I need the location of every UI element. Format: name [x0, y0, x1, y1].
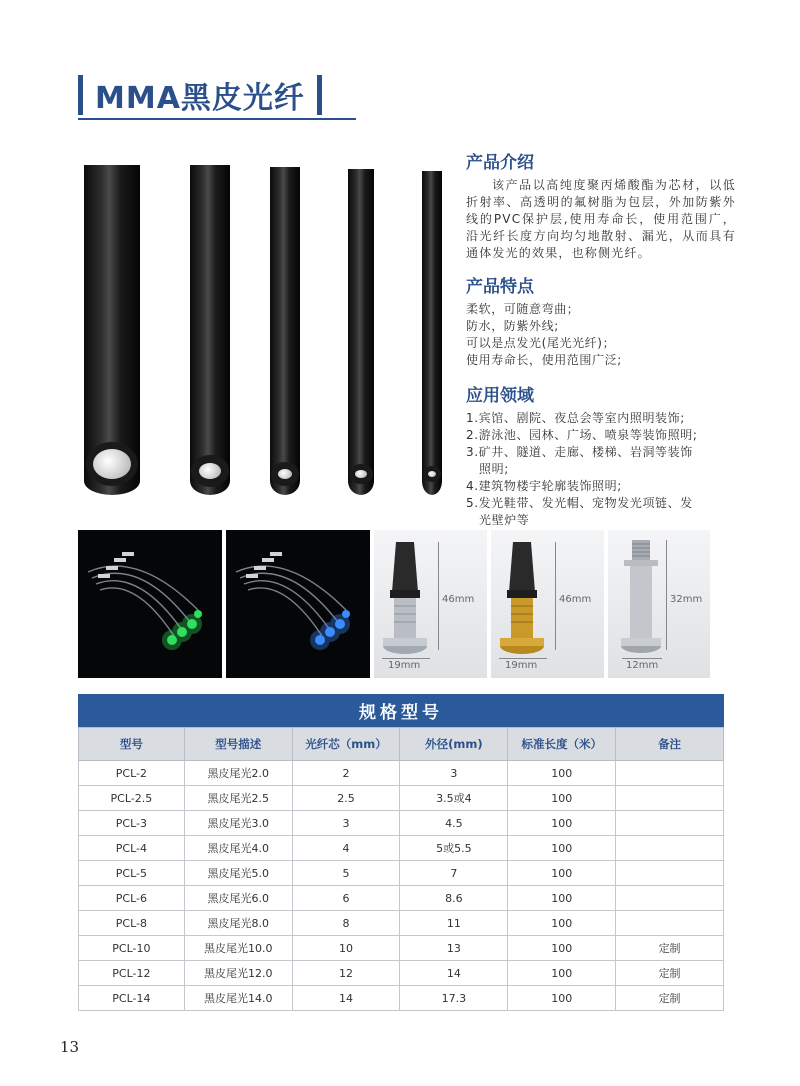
table-cell: 黑皮尾光8.0: [184, 911, 292, 936]
table-cell: PCL-3: [79, 811, 185, 836]
table-row: [79, 986, 724, 1011]
feature-item: 可以是点发光(尾光光纤)；: [466, 336, 616, 350]
table-cell: 100: [508, 786, 616, 811]
table-cell: 5: [292, 861, 400, 886]
fiber-rod: [270, 167, 300, 495]
table-cell: 黑皮尾光2.5: [184, 786, 292, 811]
table-cell: 10: [292, 936, 400, 961]
table-cell: 17.3: [400, 986, 508, 1011]
application-item: 1.宾馆、剧院、夜总会等室内照明装饰;: [466, 411, 685, 425]
table-cell: 8: [292, 911, 400, 936]
table-cell: 100: [508, 961, 616, 986]
fiber-rod: [190, 165, 230, 495]
column-header: 型号: [79, 728, 185, 761]
fiber-rod: [348, 169, 374, 495]
table-cell: PCL-12: [79, 961, 185, 986]
table-row: [79, 961, 724, 986]
table-cell: 3: [292, 811, 400, 836]
connector-photo-gold: [491, 530, 604, 678]
feature-item: 使用寿命长，使用范围广泛;: [466, 353, 622, 367]
table-cell: PCL-4: [79, 836, 185, 861]
connector-photo-steel: [608, 530, 710, 678]
table-row: [79, 811, 724, 836]
table-cell: 100: [508, 836, 616, 861]
table-cell: 2: [292, 761, 400, 786]
table-cell: [616, 811, 724, 836]
page-number: 13: [60, 1038, 80, 1056]
table-cell: [616, 911, 724, 936]
fiber-rod-end: [349, 464, 373, 484]
table-cell: PCL-14: [79, 986, 185, 1011]
table-cell: [616, 886, 724, 911]
page-title-block: [78, 72, 322, 118]
width-dimension-label: 12mm: [626, 660, 659, 671]
table-cell: 100: [508, 861, 616, 886]
table-cell: 100: [508, 811, 616, 836]
fiber-rods-image: [70, 150, 460, 495]
fiber-rod-end: [86, 442, 138, 486]
table-cell: [616, 761, 724, 786]
table-cell: 定制: [616, 961, 724, 986]
table-cell: 100: [508, 886, 616, 911]
table-cell: 黑皮尾光6.0: [184, 886, 292, 911]
spec-heading: 规格型号: [78, 694, 724, 727]
product-description: [466, 148, 736, 529]
intro-text: 该产品以高纯度聚丙烯酸酯为芯材，以低折射率、高透明的氟树脂为包层，外加防紫外线的PVC保护层,使用寿命长，使用范围广，沿光纤长度方向均匀地散射、漏光，从而具有通体发光的效果，也称侧光纤。: [466, 178, 736, 260]
applications-heading: 应用领域: [466, 386, 534, 406]
table-header-row: [79, 728, 724, 761]
feature-item: 柔软，可随意弯曲；: [466, 302, 580, 316]
table-cell: 4.5: [400, 811, 508, 836]
height-dimension-label: 32mm: [670, 594, 703, 605]
table-row: [79, 786, 724, 811]
table-cell: 定制: [616, 986, 724, 1011]
page-title: MMA黑皮光纤: [95, 81, 305, 116]
height-dimension-label: 46mm: [559, 594, 592, 605]
application-item: 3.矿井、隧道、走廊、楼梯、岩洞等装饰: [466, 445, 693, 459]
table-cell: PCL-2.5: [79, 786, 185, 811]
fiber-rod-end: [191, 455, 229, 487]
table-cell: 黑皮尾光4.0: [184, 836, 292, 861]
column-header: 标准长度（米）: [508, 728, 616, 761]
table-cell: PCL-10: [79, 936, 185, 961]
table-cell: 黑皮尾光5.0: [184, 861, 292, 886]
feature-item: 防水，防紫外线;: [466, 319, 559, 333]
table-cell: 3: [400, 761, 508, 786]
table-cell: 2.5: [292, 786, 400, 811]
fiber-rod-end: [423, 466, 441, 482]
table-cell: 6: [292, 886, 400, 911]
table-cell: 100: [508, 911, 616, 936]
table-row: [79, 761, 724, 786]
table-cell: PCL-5: [79, 861, 185, 886]
table-cell: 100: [508, 761, 616, 786]
connector-photo-silver: [374, 530, 487, 678]
table-cell: 3.5或4: [400, 786, 508, 811]
table-cell: 14: [292, 986, 400, 1011]
application-item-cont: 光壁炉等: [479, 513, 530, 527]
table-cell: 5或5.5: [400, 836, 508, 861]
title-bar-right: [317, 75, 322, 115]
table-cell: [616, 786, 724, 811]
table-cell: [616, 861, 724, 886]
table-cell: 14: [400, 961, 508, 986]
table-row: [79, 836, 724, 861]
application-item: 4.建筑物楼宇轮廓装饰照明;: [466, 479, 622, 493]
title-underline: [78, 118, 356, 120]
table-row: [79, 936, 724, 961]
glowing-fiber-photo-blue: [226, 530, 370, 678]
application-item: 5.发光鞋带、发光帽、宠物发光项链、发: [466, 496, 693, 510]
table-cell: 4: [292, 836, 400, 861]
spec-table: [78, 727, 724, 1011]
spec-table-body: [79, 761, 724, 1011]
glowing-fiber-photo-green: [78, 530, 222, 678]
application-item-cont: 照明;: [479, 462, 509, 476]
table-cell: PCL-8: [79, 911, 185, 936]
table-cell: 黑皮尾光12.0: [184, 961, 292, 986]
table-row: [79, 911, 724, 936]
features-heading: 产品特点: [466, 277, 534, 297]
table-cell: 100: [508, 936, 616, 961]
column-header: 光纤芯（mm）: [292, 728, 400, 761]
table-cell: 黑皮尾光10.0: [184, 936, 292, 961]
table-cell: 13: [400, 936, 508, 961]
table-cell: 12: [292, 961, 400, 986]
table-cell: 黑皮尾光2.0: [184, 761, 292, 786]
column-header: 型号描述: [184, 728, 292, 761]
table-cell: 7: [400, 861, 508, 886]
table-cell: 100: [508, 986, 616, 1011]
width-dimension-label: 19mm: [505, 660, 538, 671]
table-cell: PCL-6: [79, 886, 185, 911]
fiber-rod-end: [271, 462, 299, 486]
fiber-rod: [422, 171, 442, 495]
height-dimension-label: 46mm: [442, 594, 475, 605]
table-row: [79, 886, 724, 911]
column-header: 外径(mm): [400, 728, 508, 761]
table-cell: 8.6: [400, 886, 508, 911]
width-dimension-label: 19mm: [388, 660, 421, 671]
table-cell: [616, 836, 724, 861]
application-item: 2.游泳池、园林、广场、喷泉等装饰照明;: [466, 428, 698, 442]
intro-heading: 产品介绍: [466, 153, 534, 173]
table-cell: PCL-2: [79, 761, 185, 786]
table-cell: 定制: [616, 936, 724, 961]
product-photos: [78, 530, 724, 678]
table-cell: 黑皮尾光3.0: [184, 811, 292, 836]
table-row: [79, 861, 724, 886]
table-cell: 黑皮尾光14.0: [184, 986, 292, 1011]
table-cell: 11: [400, 911, 508, 936]
column-header: 备注: [616, 728, 724, 761]
